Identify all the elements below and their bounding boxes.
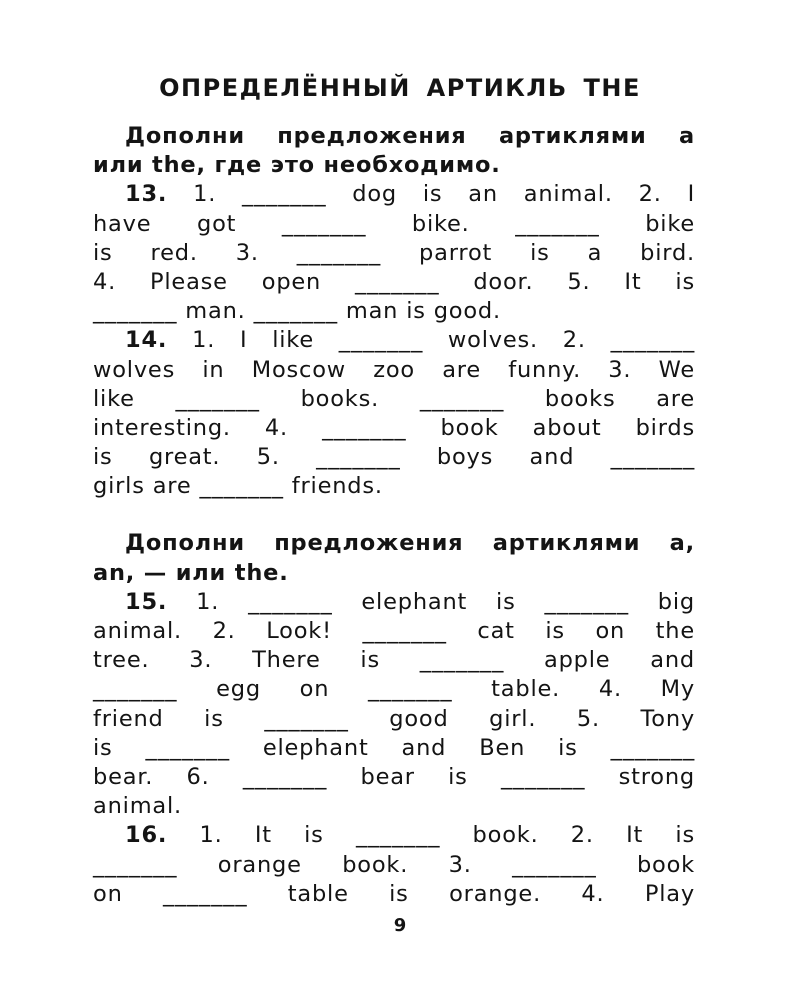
exercise-number: 15. — [125, 588, 168, 615]
page-content — [93, 122, 695, 909]
exercise-text: 1. _______ dog is an animal. 2. I — [193, 181, 695, 208]
exercise-line: tree. 3. There is _______ apple and — [93, 647, 695, 674]
exercise-line: like _______ books. _______ books are — [93, 385, 695, 412]
exercise-line: _______ man. _______ man is good. — [93, 298, 501, 325]
exercise-14 — [93, 326, 695, 501]
exercise-16 — [93, 821, 695, 909]
exercise-line — [93, 326, 695, 355]
exercise-line: wolves in Moscow zoo are funny. 3. We — [93, 356, 695, 383]
exercise-text: 1. I like _______ wolves. 2. _______ — [192, 327, 696, 354]
exercise-line: _______ orange book. 3. _______ book — [93, 851, 695, 878]
exercise-number: 13. — [125, 181, 168, 208]
exercise-line: have got _______ bike. _______ bike — [93, 210, 695, 237]
page-title: ОПРЕДЕЛЁННЫЙ АРТИКЛЬ THE — [159, 74, 641, 102]
exercise-line: 4. Please open _______ door. 5. It is — [93, 268, 695, 295]
instruction-line: или the, где это необходимо. — [93, 152, 501, 179]
exercise-15 — [93, 588, 695, 822]
instruction-section-1 — [93, 122, 695, 180]
exercise-line: girls are _______ friends. — [93, 473, 383, 500]
exercise-13 — [93, 180, 695, 326]
exercise-number: 16. — [125, 822, 168, 849]
exercise-text: 1. It is _______ book. 2. It is — [199, 822, 695, 849]
exercise-line: animal. 2. Look! _______ cat is on the — [93, 618, 695, 644]
instruction-line: Дополни предложения артиклями a, — [125, 530, 695, 557]
section-spacer — [93, 501, 695, 529]
exercise-number: 14. — [125, 327, 168, 354]
instruction-section-2 — [93, 529, 695, 587]
exercise-line — [93, 821, 695, 850]
exercise-line: _______ egg on _______ table. 4. My — [93, 676, 695, 703]
exercise-line: is great. 5. _______ boys and _______ — [93, 444, 695, 471]
instruction-line: an, — или the. — [93, 559, 289, 586]
exercise-line: animal. — [93, 793, 183, 820]
page-number: 9 — [393, 915, 407, 936]
instruction-line: Дополни предложения артиклями a — [125, 123, 695, 149]
exercise-line: is red. 3. _______ parrot is a bird. — [93, 239, 695, 266]
exercise-line: is _______ elephant and Ben is _______ — [93, 734, 695, 761]
exercise-line — [93, 180, 695, 209]
exercise-line: friend is _______ good girl. 5. Tony — [93, 705, 695, 732]
exercise-line — [93, 588, 695, 617]
exercise-line: interesting. 4. _______ book about birds — [93, 414, 695, 441]
exercise-text: 1. _______ elephant is _______ big — [196, 588, 695, 615]
exercise-line: on _______ table is orange. 4. Play — [93, 880, 695, 907]
exercise-line: bear. 6. _______ bear is _______ strong — [93, 763, 695, 790]
